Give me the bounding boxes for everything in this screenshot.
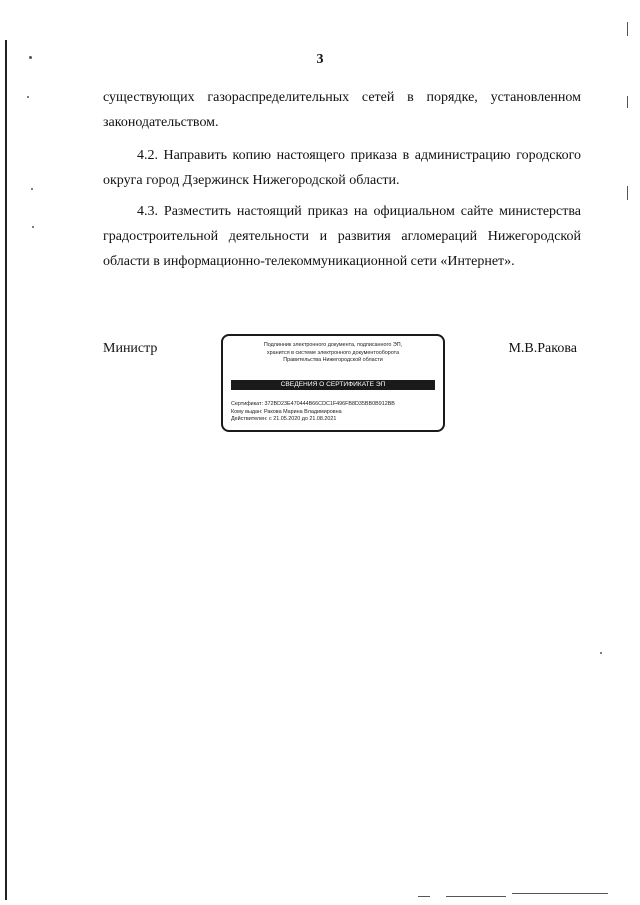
certificate-owner: Кому выдан: Ракова Марина Владимировна <box>231 408 342 415</box>
stamp-header-line: хранится в системе электронного документооборота <box>266 349 400 356</box>
scan-footer-line <box>418 896 430 897</box>
stamp-details <box>231 401 437 424</box>
scan-speck <box>31 188 33 190</box>
scan-footer-line <box>512 893 608 894</box>
certificate-validity: Действителен: с 21.05.2020 до 21.08.2021 <box>231 416 337 423</box>
scan-footer-line <box>446 896 506 897</box>
body-paragraph: 4.2. Направить копию настоящего приказа в администрацию городского округа город Дзержинск Нижегородской области. <box>103 148 581 188</box>
stamp-header <box>231 342 435 365</box>
certificate-number: Сертификат: 372BD23E470444B66CDC1F496FB8D35BB0B912BB <box>231 401 395 407</box>
signer-name: М.В.Ракова <box>508 341 577 356</box>
signer-title: Министр <box>103 341 158 356</box>
scan-left-edge <box>5 40 7 900</box>
stamp-header-line: Подлинник электронного документа, подписанного ЭП, <box>263 342 403 348</box>
scan-right-mark <box>627 96 628 108</box>
body-paragraph: существующих газораспределительных сетей в порядке, установленном законодательством. <box>103 90 581 130</box>
scan-speck <box>27 96 29 98</box>
scan-speck <box>32 226 34 228</box>
electronic-signature-stamp <box>221 334 445 432</box>
stamp-banner: СВЕДЕНИЯ О СЕРТИФИКАТЕ ЭП <box>231 380 435 390</box>
body-paragraph: 4.3. Разместить настоящий приказ на официальном сайте министерства градостроительной деятельности и развития агломераций Нижегородской области в информационно-телекоммуникационной сети «Интернет». <box>103 204 581 269</box>
scan-right-mark <box>627 186 628 200</box>
scan-right-mark <box>627 22 628 36</box>
stamp-header-line: Правительства Нижегородской области <box>283 357 383 364</box>
page-number: 3 <box>316 52 324 67</box>
scan-speck <box>600 652 602 654</box>
